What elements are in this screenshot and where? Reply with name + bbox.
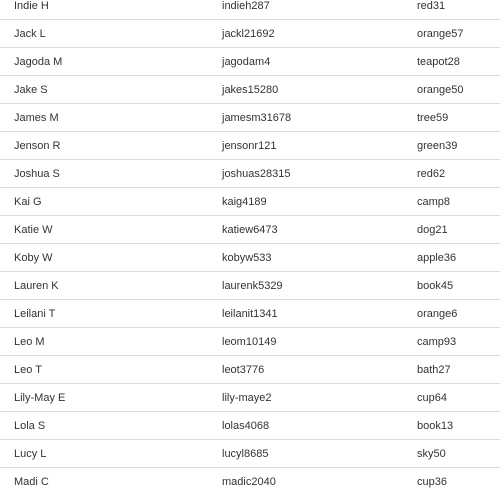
student-name: Indie H <box>14 0 49 12</box>
student-name: Koby W <box>14 252 53 264</box>
table-row <box>0 412 500 440</box>
student-username: laurenk5329 <box>222 280 283 292</box>
student-username: madic2040 <box>222 476 276 488</box>
student-name: Leo M <box>14 336 45 348</box>
student-username: jagodam4 <box>222 56 271 68</box>
table-row <box>0 468 500 496</box>
student-password: red62 <box>417 168 446 180</box>
student-username: kobyw533 <box>222 252 272 264</box>
student-password: cup64 <box>417 392 447 404</box>
table-row <box>0 0 500 20</box>
student-name: Leilani T <box>14 308 56 320</box>
student-password: green39 <box>417 140 458 152</box>
table-row <box>0 20 500 48</box>
student-name: Kai G <box>14 196 42 208</box>
student-password: tree59 <box>417 112 449 124</box>
table-row <box>0 48 500 76</box>
student-username: lolas4068 <box>222 420 270 432</box>
student-name: Jagoda M <box>14 56 63 68</box>
student-password: camp93 <box>417 336 457 348</box>
student-password: orange57 <box>417 28 464 40</box>
student-password: orange50 <box>417 84 464 96</box>
student-name: Jenson R <box>14 140 61 152</box>
student-password: cup36 <box>417 476 447 488</box>
student-username: leilanit1341 <box>222 308 278 320</box>
student-password: sky50 <box>417 448 446 460</box>
student-name: Lola S <box>14 420 46 432</box>
student-username: jamesm31678 <box>222 112 292 124</box>
student-name: Leo T <box>14 364 42 376</box>
student-username: leot3776 <box>222 364 265 376</box>
student-password: red31 <box>417 0 446 12</box>
student-name: Katie W <box>14 224 53 236</box>
table-row <box>0 76 500 104</box>
student-username: joshuas28315 <box>222 168 291 180</box>
student-password: apple36 <box>417 252 457 264</box>
student-username: leom10149 <box>222 336 277 348</box>
student-password: orange6 <box>417 308 458 320</box>
student-password: camp8 <box>417 196 451 208</box>
table-row <box>0 132 500 160</box>
table-row <box>0 104 500 132</box>
student-username: lucyl8685 <box>222 448 269 460</box>
table-row <box>0 300 500 328</box>
student-username: lily-maye2 <box>222 392 272 404</box>
student-username: jakes15280 <box>222 84 279 96</box>
table-row <box>0 188 500 216</box>
student-name: Joshua S <box>14 168 60 180</box>
student-name: Lucy L <box>14 448 47 460</box>
student-name: Jake S <box>14 84 48 96</box>
student-username: indieh287 <box>222 0 270 12</box>
student-password: book13 <box>417 420 454 432</box>
student-username: katiew6473 <box>222 224 278 236</box>
student-username: jackl21692 <box>222 28 275 40</box>
table-row <box>0 216 500 244</box>
student-name: Lauren K <box>14 280 59 292</box>
table-row <box>0 384 500 412</box>
student-username: jensonr121 <box>222 140 277 152</box>
table-row <box>0 272 500 300</box>
student-password: teapot28 <box>417 56 460 68</box>
student-password: dog21 <box>417 224 448 236</box>
table-row <box>0 440 500 468</box>
table-row <box>0 356 500 384</box>
student-name: James M <box>14 112 59 124</box>
student-name: Madi C <box>14 476 49 488</box>
student-name: Jack L <box>14 28 46 40</box>
student-password: bath27 <box>417 364 451 376</box>
table-row <box>0 244 500 272</box>
student-name: Lily-May E <box>14 392 66 404</box>
student-username: kaig4189 <box>222 196 267 208</box>
table-row <box>0 328 500 356</box>
table-row <box>0 160 500 188</box>
student-password: book45 <box>417 280 454 292</box>
